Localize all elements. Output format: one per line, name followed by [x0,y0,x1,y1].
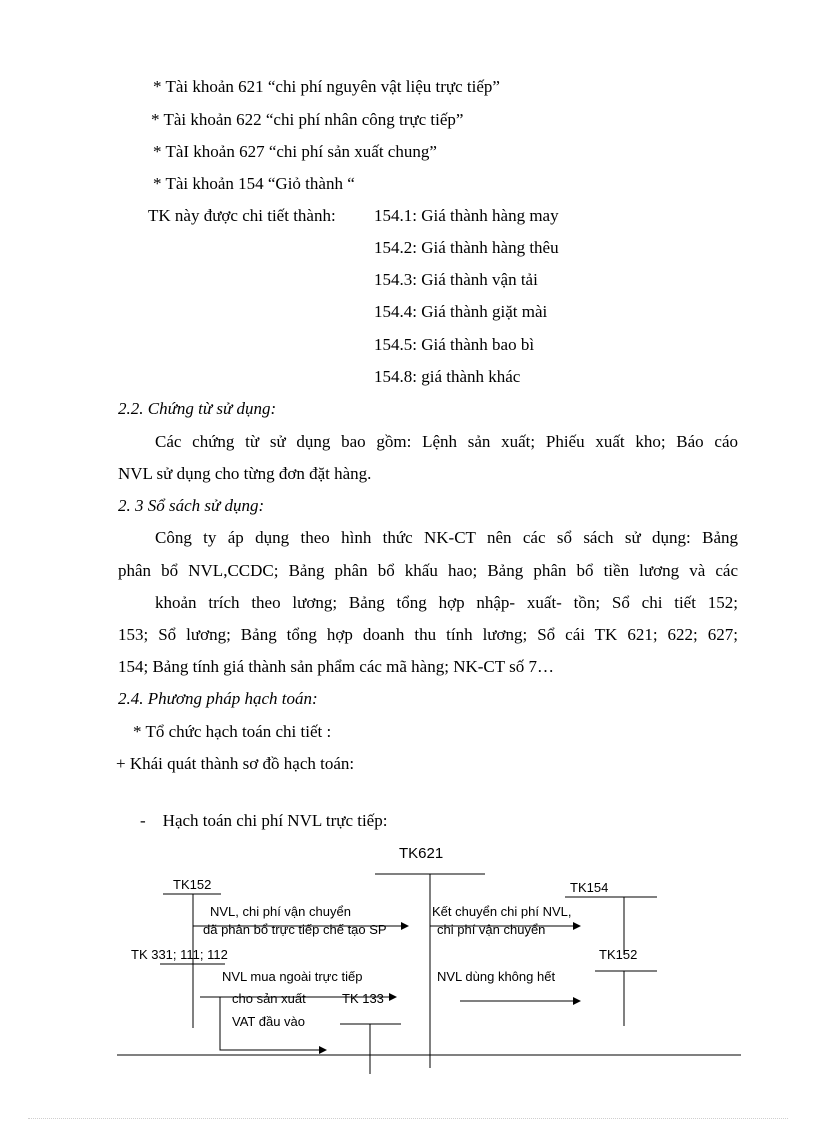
tk133-label: TK 133 [342,991,384,1006]
section-2-3-text: Công ty áp dụng theo hình thức NK-CT nên các sổ sách sử dụng: Bảng [155,528,738,547]
detail-item: 154.3: Giá thành vận tải [374,270,538,289]
unused-nvl-label: NVL dùng không hết [437,969,556,984]
detail-item: 154.1: Giá thành hàng may [374,206,559,225]
vat-input-label: VAT đầu vào [232,1014,305,1029]
page-bottom-border [28,1118,788,1119]
section-2-4-heading: 2.4. Phương pháp hạch toán: [118,689,318,708]
section-2-4-bullet: - Hạch toán chi phí NVL trực tiếp: [140,811,388,830]
transfer-label-1: Kết chuyển chi phí NVL, [432,904,572,919]
account-621-line: * Tài khoản 621 “chi phí nguyên vật liệu trực tiếp” [153,77,500,96]
tk621-label: TK621 [399,845,444,862]
tk152-left-label: TK152 [173,877,212,892]
section-2-2-text: NVL sử dụng cho từng đơn đặt hàng. [118,464,372,483]
account-622-line: * Tài khoản 622 “chi phí nhân công trực tiếp” [151,110,464,129]
transfer-label-2: chi phí vận chuyển [437,922,546,937]
nvl-purchase-label-2: cho sản xuất [232,991,306,1006]
tk152-right-label: TK152 [599,947,638,962]
section-2-4-sub-overview: + Khái quát thành sơ đồ hạch toán: [116,754,355,773]
nvl-transport-label-1: NVL, chi phí vận chuyển [210,904,351,919]
detail-item: 154.2: Giá thành hàng thêu [374,238,559,257]
section-2-2-heading: 2.2. Chứng từ sử dụng: [118,399,277,418]
section-2-3-text: 153; Sổ lương; Bảng tổng hợp doanh thu tính lương; Sổ cái TK 621; 622; 627; [118,625,738,644]
detail-label: TK này được chi tiết thành: [148,206,336,225]
detail-item: 154.5: Giá thành bao bì [374,335,535,354]
section-2-4-sub-detail: * Tổ chức hạch toán chi tiết : [133,722,332,741]
tk154-label: TK154 [570,880,609,895]
tk331-label: TK 331; 111; 112 [131,947,228,962]
section-2-3-text: khoản trích theo lương; Bảng tổng hợp nhập- xuất- tồn; Sổ chi tiết 152; [155,593,738,612]
detail-item: 154.4: Giá thành giặt mài [374,302,548,321]
section-2-3-text: 154; Bảng tính giá thành sản phẩm các mã hàng; NK-CT số 7… [118,657,554,676]
section-2-3-text: phân bổ NVL,CCDC; Bảng phân bổ khấu hao; Bảng phân bổ tiền lương và các [118,561,738,580]
nvl-purchase-label-1: NVL mua ngoài trực tiếp [222,969,363,984]
account-154-line: * Tài khoản 154 “Giỏ thành “ [153,174,355,193]
section-2-3-heading: 2. 3 Sổ sách sử dụng: [118,496,265,515]
nvl-transport-label-2: đã phân bổ trực tiếp chế tạo SP [203,922,387,937]
account-627-line: * TàI khoản 627 “chi phí sản xuất chung” [153,142,437,161]
detail-item: 154.8: giá thành khác [374,367,521,386]
section-2-2-text: Các chứng từ sử dụng bao gồm: Lệnh sản xuất; Phiếu xuất kho; Báo cáo [155,432,738,451]
